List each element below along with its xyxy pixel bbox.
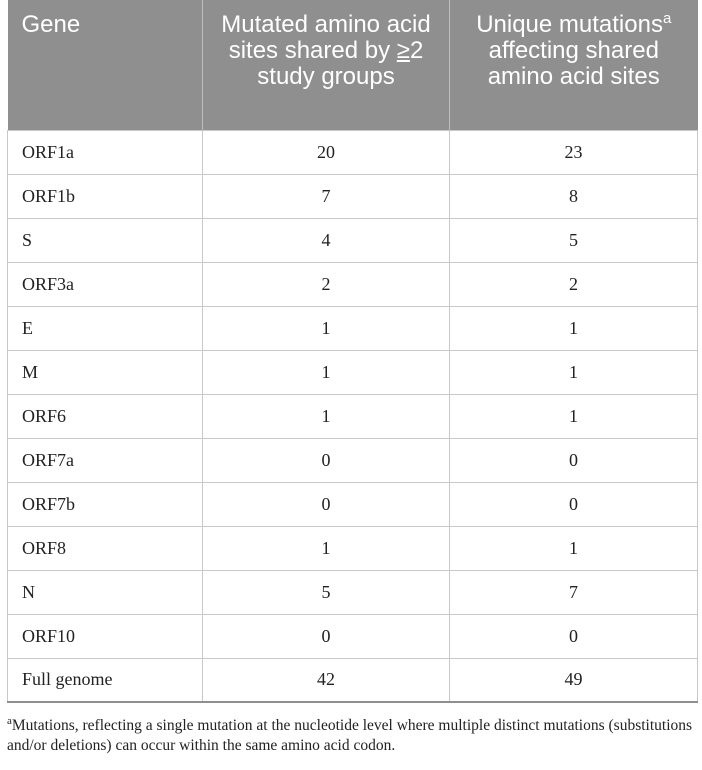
cell-gene: ORF6 — [8, 394, 203, 438]
cell-unique-mutations: 5 — [450, 218, 698, 262]
cell-gene: ORF10 — [8, 614, 203, 658]
cell-gene: ORF7a — [8, 438, 203, 482]
cell-unique-mutations: 2 — [450, 262, 698, 306]
table-row — [8, 570, 698, 614]
cell-gene: ORF3a — [8, 262, 203, 306]
greater-equal-symbol: ≥ — [396, 37, 410, 64]
cell-unique-mutations: 1 — [450, 306, 698, 350]
cell-gene: ORF8 — [8, 526, 203, 570]
table-header — [8, 0, 698, 130]
header-shared-sites-prefix: Mutated amino acid sites shared by — [221, 11, 431, 64]
mutation-table-container — [7, 0, 697, 703]
cell-unique-mutations: 1 — [450, 526, 698, 570]
cell-shared-sites: 20 — [203, 130, 450, 174]
cell-unique-mutations: 1 — [450, 350, 698, 394]
cell-gene: E — [8, 306, 203, 350]
cell-shared-sites: 0 — [203, 438, 450, 482]
cell-shared-sites: 0 — [203, 482, 450, 526]
cell-gene: ORF1b — [8, 174, 203, 218]
cell-shared-sites: 4 — [203, 218, 450, 262]
cell-unique-mutations: 8 — [450, 174, 698, 218]
cell-shared-sites: 42 — [203, 658, 450, 702]
cell-shared-sites: 7 — [203, 174, 450, 218]
cell-shared-sites: 1 — [203, 526, 450, 570]
cell-gene: ORF7b — [8, 482, 203, 526]
cell-unique-mutations: 7 — [450, 570, 698, 614]
table-row — [8, 394, 698, 438]
cell-shared-sites: 1 — [203, 394, 450, 438]
table-row — [8, 482, 698, 526]
cell-gene: M — [8, 350, 203, 394]
table-footnote — [7, 716, 697, 756]
table-row — [8, 658, 698, 702]
cell-gene: S — [8, 218, 203, 262]
cell-shared-sites: 1 — [203, 306, 450, 350]
table-row — [8, 614, 698, 658]
header-shared-sites — [203, 0, 450, 130]
table-row — [8, 174, 698, 218]
footnote-marker: a — [7, 714, 12, 727]
footnote-text: Mutations, reflecting a single mutation at the nucleotide level where multiple distinct mutations (substitutions and/or deletions) can occur within the same amino acid codon. — [7, 717, 693, 754]
header-unique-mutations — [450, 0, 698, 130]
table-row — [8, 306, 698, 350]
table-row — [8, 526, 698, 570]
cell-shared-sites: 2 — [203, 262, 450, 306]
cell-shared-sites: 5 — [203, 570, 450, 614]
cell-unique-mutations: 49 — [450, 658, 698, 702]
footnote-marker-header: a — [662, 10, 672, 27]
header-gene-label: Gene — [21, 11, 81, 38]
cell-gene: Full genome — [8, 658, 203, 702]
cell-unique-mutations: 0 — [450, 482, 698, 526]
cell-gene: ORF1a — [8, 130, 203, 174]
cell-shared-sites: 0 — [203, 614, 450, 658]
table-row — [8, 438, 698, 482]
cell-unique-mutations: 0 — [450, 438, 698, 482]
header-shared-sites-suffix: 2 study groups — [257, 37, 424, 90]
table-row — [8, 262, 698, 306]
mutation-table — [7, 0, 698, 703]
header-row — [8, 0, 698, 130]
header-gene — [8, 0, 203, 130]
header-unique-suffix: affecting shared amino acid sites — [487, 37, 660, 90]
table-body — [8, 130, 698, 702]
cell-shared-sites: 1 — [203, 350, 450, 394]
cell-gene: N — [8, 570, 203, 614]
table-row — [8, 218, 698, 262]
header-unique-prefix: Unique mutations — [476, 11, 663, 38]
table-row — [8, 130, 698, 174]
cell-unique-mutations: 1 — [450, 394, 698, 438]
table-row — [8, 350, 698, 394]
cell-unique-mutations: 0 — [450, 614, 698, 658]
cell-unique-mutations: 23 — [450, 130, 698, 174]
